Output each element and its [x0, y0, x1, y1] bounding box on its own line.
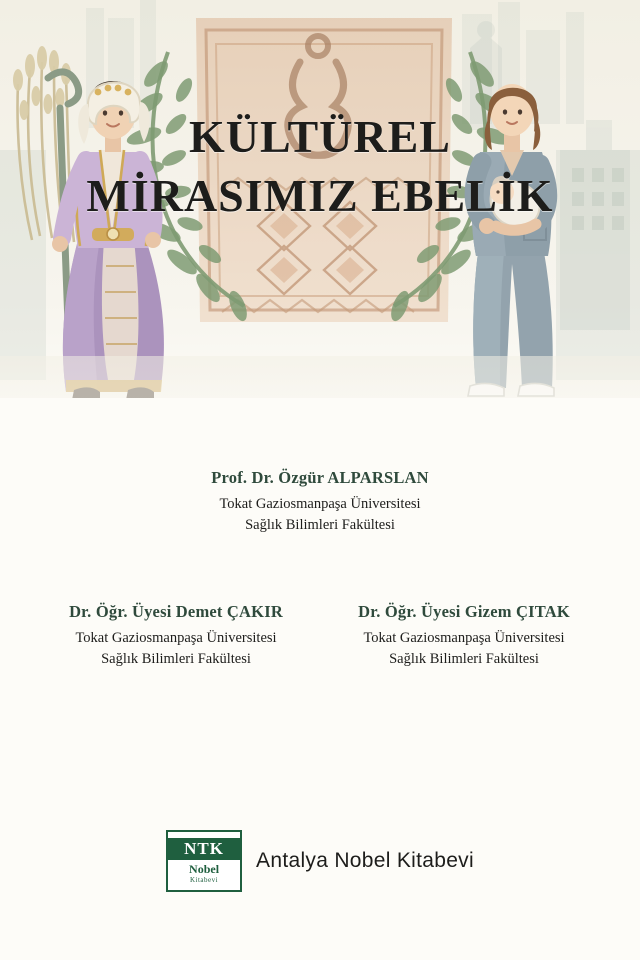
co-author-2-affiliation-line-1: Tokat Gaziosmanpaşa Üniversitesi: [363, 630, 565, 646]
publisher-logo-mid: Nobel: [189, 861, 220, 876]
publisher-logo-top: NTK: [168, 838, 240, 860]
book-title: [0, 108, 640, 226]
co-author-1-affiliation-line-2: Sağlık Bilimleri Fakültesi: [101, 651, 251, 668]
lead-author-name: Prof. Dr. Özgür ALPARSLAN: [211, 468, 429, 487]
book-title-line-1: KÜLTÜREL: [189, 111, 451, 162]
lead-author-affiliation-line-2: Sağlık Bilimleri Fakültesi: [245, 517, 395, 534]
lead-author-affiliation: [0, 494, 640, 536]
publisher-block: [0, 830, 640, 892]
co-author-1-name: Dr. Öğr. Üyesi Demet ÇAKIR: [69, 602, 283, 621]
co-author-block-1: [42, 602, 310, 670]
co-author-2-affiliation-line-2: Sağlık Bilimleri Fakültesi: [389, 651, 539, 668]
lead-author-block: [0, 468, 640, 536]
co-authors-row: [0, 602, 640, 670]
book-title-line-2: MİRASIMIZ EBELİK: [86, 169, 554, 221]
publisher-logo-icon: [166, 830, 242, 892]
co-author-2-affiliation: [330, 628, 598, 670]
co-author-2-name: Dr. Öğr. Üyesi Gizem ÇITAK: [358, 602, 570, 621]
co-author-block-2: [330, 602, 598, 670]
co-author-1-affiliation-line-1: Tokat Gaziosmanpaşa Üniversitesi: [75, 630, 277, 646]
publisher-name: Antalya Nobel Kitabevi: [256, 849, 474, 872]
co-author-1-affiliation: [42, 628, 310, 670]
publisher-logo-bottom: Kitabevi: [189, 875, 219, 884]
lead-author-affiliation-line-1: Tokat Gaziosmanpaşa Üniversitesi: [219, 496, 421, 512]
